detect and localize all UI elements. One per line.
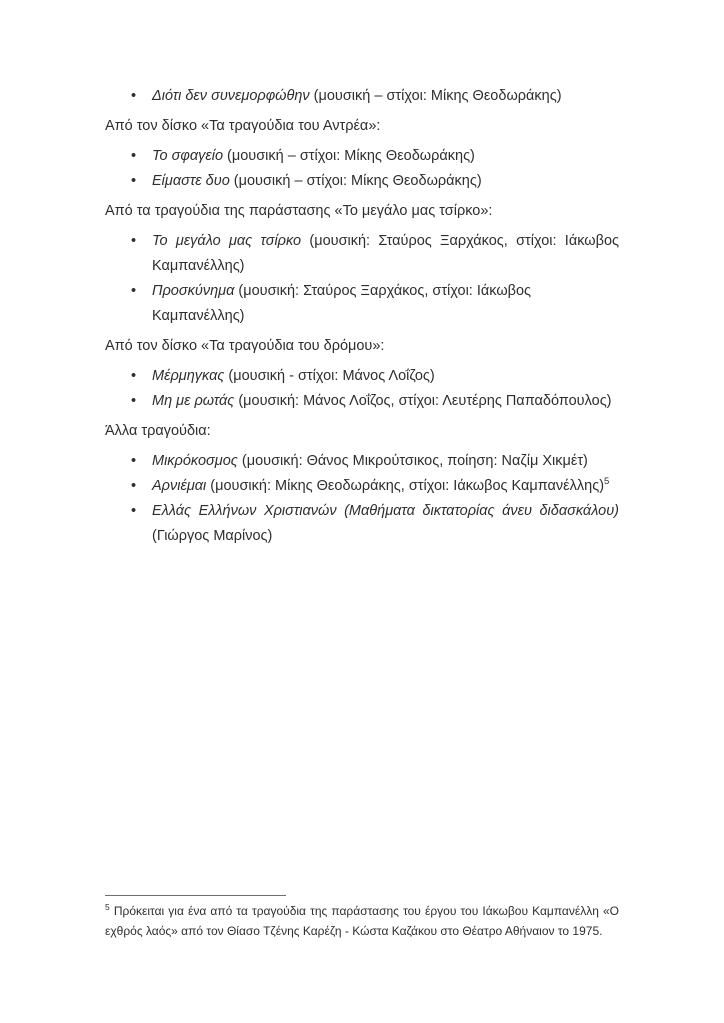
list-item-song: [152, 389, 619, 414]
footnote-text: [105, 901, 619, 941]
footnote-body: Πρόκειται για ένα από τα τραγούδια της παράστασης του έργου του Ιάκωβου Καμπανέλλη «Ο εχθρός λαός» από τον Θίασο Τζένης Καρέζη - Κώστα Καζάκου στο Θέατρο Αθήναιον το 1975.: [105, 904, 619, 938]
section-heading: Από τον δίσκο «Τα τραγούδια του δρόμου»:: [105, 338, 385, 354]
song-title: Είμαστε δυο: [152, 173, 230, 189]
song-title: Το σφαγείο: [152, 148, 224, 164]
song-title: Μη με ρωτάς: [152, 393, 235, 409]
list-item-song: [152, 474, 619, 499]
bullet-list: [105, 229, 619, 329]
bullet-list: [105, 449, 619, 549]
footnote-ref: 5: [604, 476, 610, 488]
song-credits: (μουσική: Μίκης Θεοδωράκης, στίχοι: Ιάκωβος Καμπανέλλης): [206, 478, 605, 494]
song-title: Ελλάς Ελλήνων Χριστιανών (Μαθήματα δικτατορίας άνευ διδασκάλου): [152, 503, 619, 519]
song-title: Προσκύνημα: [152, 283, 235, 299]
song-credits: (μουσική – στίχοι: Μίκης Θεοδωράκης): [309, 88, 562, 104]
song-credits: (μουσική – στίχοι: Μίκης Θεοδωράκης): [223, 148, 475, 164]
song-title: Διότι δεν συνεμορφώθην: [152, 88, 310, 104]
list-item-song: [152, 364, 619, 389]
list-item-song: [152, 279, 619, 329]
list-item-song: [152, 169, 619, 194]
bullet-list: [105, 144, 619, 194]
song-credits: (μουσική: Μάνος Λοΐζος, στίχοι: Λευτέρης Παπαδόπουλος): [234, 393, 612, 409]
list-item-song: [152, 144, 619, 169]
footnote-area: [105, 888, 619, 941]
section-heading: Άλλα τραγούδια:: [105, 423, 211, 439]
list-item-song: [152, 449, 619, 474]
section-heading: Από τον δίσκο «Τα τραγούδια του Αντρέα»:: [105, 118, 381, 134]
footnote-separator: [105, 895, 286, 896]
footnote-marker: 5: [105, 902, 110, 912]
song-credits: (μουσική - στίχοι: Μάνος Λοΐζος): [224, 368, 435, 384]
list-item-song: [152, 229, 619, 279]
song-title: Το μεγάλο μας τσίρκο: [152, 233, 302, 249]
bullet-list: [105, 84, 619, 109]
song-credits: (μουσική: Σταύρος Ξαρχάκος, στίχοι: Ιάκωβος Καμπανέλλης): [152, 283, 532, 324]
song-title: Αρνιέμαι: [152, 478, 207, 494]
list-item-song: [152, 499, 619, 549]
list-item-song: [152, 84, 619, 109]
section-heading: Από τα τραγούδια της παράστασης «Το μεγάλο μας τσίρκο»:: [105, 203, 493, 219]
song-credits: (μουσική: Σταύρος Ξαρχάκος, στίχοι: Ιάκωβος Καμπανέλλης): [152, 233, 619, 274]
bullet-list: [105, 364, 619, 414]
song-credits: (μουσική: Θάνος Μικρούτσικος, ποίηση: Ναζίμ Χικμέτ): [237, 453, 588, 469]
song-credits: (Γιώργος Μαρίνος): [152, 528, 273, 544]
song-credits: (μουσική – στίχοι: Μίκης Θεοδωράκης): [229, 173, 482, 189]
song-title: Μέρμηγκας: [152, 368, 225, 384]
song-title: Μικρόκοσμος: [152, 453, 238, 469]
